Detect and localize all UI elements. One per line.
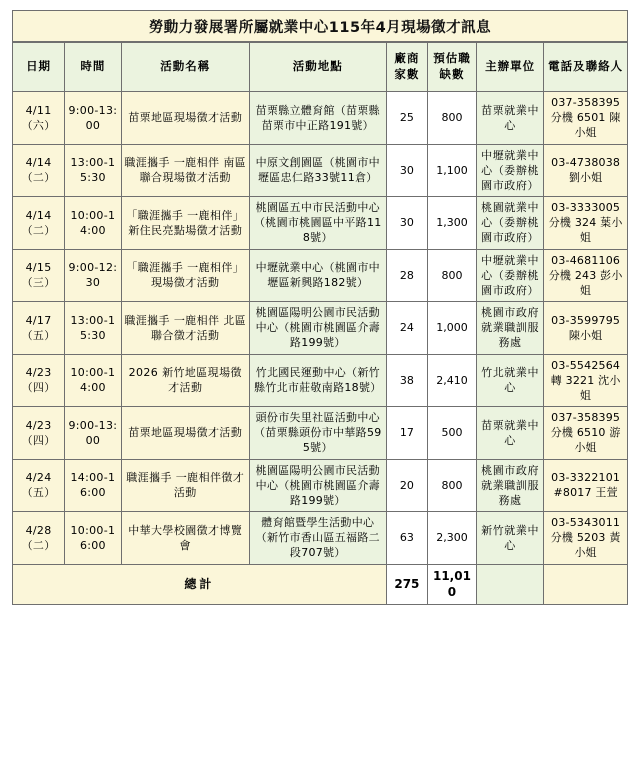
- cell-organizer: 中壢就業中心（委辦桃園市政府）: [476, 249, 543, 302]
- column-header-date: 日期: [13, 43, 65, 92]
- total-contact-blank: [544, 564, 628, 604]
- table-row: [13, 249, 628, 302]
- cell-contact: 03-3322101 #8017 王萱: [544, 459, 628, 512]
- cell-time: 13:00-15:30: [65, 302, 122, 355]
- cell-time: 13:00-15:30: [65, 144, 122, 197]
- cell-firm-count: 17: [386, 407, 427, 460]
- cell-date: 4/23（四）: [13, 407, 65, 460]
- cell-activity-name: 「職涯攜手 一鹿相伴」新住民亮點場徵才活動: [121, 197, 249, 250]
- recruitment-events-table: [12, 42, 628, 605]
- column-header-location: 活動地點: [249, 43, 386, 92]
- cell-job-count: 1,100: [428, 144, 477, 197]
- cell-organizer: 桃園就業中心（委辦桃園市政府）: [476, 197, 543, 250]
- cell-date: 4/14（二）: [13, 197, 65, 250]
- cell-firm-count: 25: [386, 92, 427, 145]
- cell-firm-count: 28: [386, 249, 427, 302]
- cell-date: 4/24（五）: [13, 459, 65, 512]
- cell-time: 9:00-12:30: [65, 249, 122, 302]
- cell-contact: 03-5343011 分機 5203 黃小姐: [544, 512, 628, 565]
- column-header-time: 時間: [65, 43, 122, 92]
- cell-time: 10:00-16:00: [65, 512, 122, 565]
- cell-firm-count: 20: [386, 459, 427, 512]
- cell-job-count: 1,000: [428, 302, 477, 355]
- cell-location: 中原文創園區（桃園市中壢區忠仁路33號11倉）: [249, 144, 386, 197]
- cell-contact: 037-358395 分機 6510 游小姐: [544, 407, 628, 460]
- cell-firm-count: 24: [386, 302, 427, 355]
- cell-location: 竹北國民運動中心（新竹縣竹北市莊敬南路18號）: [249, 354, 386, 407]
- cell-organizer: 苗栗就業中心: [476, 407, 543, 460]
- column-header-organizer: 主辦單位: [476, 43, 543, 92]
- cell-activity-name: 2026 新竹地區現場徵才活動: [121, 354, 249, 407]
- cell-job-count: 800: [428, 92, 477, 145]
- cell-activity-name: 苗栗地區現場徵才活動: [121, 92, 249, 145]
- cell-job-count: 500: [428, 407, 477, 460]
- cell-firm-count: 38: [386, 354, 427, 407]
- cell-location: 中壢就業中心（桃園市中壢區新興路182號）: [249, 249, 386, 302]
- table-body: [13, 92, 628, 605]
- page-title: 勞動力發展署所屬就業中心115年4月現場徵才訊息: [148, 19, 492, 36]
- cell-contact: 03-3333005 分機 324 葉小姐: [544, 197, 628, 250]
- cell-activity-name: 職涯攜手 一鹿相伴 南區聯合現場徵才活動: [121, 144, 249, 197]
- cell-organizer: 苗栗就業中心: [476, 92, 543, 145]
- cell-location: 頭份市失里社區活動中心（苗栗縣頭份市中華路595號）: [249, 407, 386, 460]
- cell-location: 桃園區陽明公園市民活動中心（桃園市桃園區介壽路199號）: [249, 459, 386, 512]
- cell-contact: 03-4738038 劉小姐: [544, 144, 628, 197]
- cell-time: 14:00-16:00: [65, 459, 122, 512]
- table-row: [13, 459, 628, 512]
- column-header-contact: 電話及聯絡人: [544, 43, 628, 92]
- cell-time: 10:00-14:00: [65, 354, 122, 407]
- table-row: [13, 407, 628, 460]
- cell-time: 9:00-13:00: [65, 92, 122, 145]
- cell-firm-count: 63: [386, 512, 427, 565]
- cell-location: 苗栗縣立體育館（苗栗縣苗栗市中正路191號）: [249, 92, 386, 145]
- cell-firm-count: 30: [386, 144, 427, 197]
- table-row: [13, 302, 628, 355]
- total-label: 總計: [13, 564, 387, 604]
- cell-job-count: 2,410: [428, 354, 477, 407]
- column-header-firm-count: 廠商家數: [386, 43, 427, 92]
- cell-date: 4/28（二）: [13, 512, 65, 565]
- table-row: [13, 512, 628, 565]
- cell-contact: 037-358395 分機 6501 陳小姐: [544, 92, 628, 145]
- cell-time: 10:00-14:00: [65, 197, 122, 250]
- cell-location: 桃園區陽明公園市民活動中心（桃園市桃園區介壽路199號）: [249, 302, 386, 355]
- cell-activity-name: 苗栗地區現場徵才活動: [121, 407, 249, 460]
- cell-contact: 03-4681106 分機 243 彭小姐: [544, 249, 628, 302]
- cell-contact: 03-3599795 陳小姐: [544, 302, 628, 355]
- cell-date: 4/23（四）: [13, 354, 65, 407]
- cell-organizer: 竹北就業中心: [476, 354, 543, 407]
- column-header-activity-name: 活動名稱: [121, 43, 249, 92]
- cell-date: 4/17（五）: [13, 302, 65, 355]
- table-total-row: [13, 564, 628, 604]
- cell-contact: 03-5542564 轉 3221 沈小姐: [544, 354, 628, 407]
- cell-activity-name: 職涯攜手 一鹿相伴 北區聯合徵才活動: [121, 302, 249, 355]
- table-header-row: [13, 43, 628, 92]
- column-header-job-count: 預估職缺數: [428, 43, 477, 92]
- cell-activity-name: 「職涯攜手 一鹿相伴」現場徵才活動: [121, 249, 249, 302]
- cell-location: 桃園區五中市民活動中心（桃園市桃園區中平路118號）: [249, 197, 386, 250]
- cell-firm-count: 30: [386, 197, 427, 250]
- cell-organizer: 中壢就業中心（委辦桃園市政府）: [476, 144, 543, 197]
- cell-organizer: 桃園市政府就業職訓服務處: [476, 302, 543, 355]
- total-firm-count: 275: [386, 564, 427, 604]
- cell-date: 4/14（二）: [13, 144, 65, 197]
- cell-job-count: 1,300: [428, 197, 477, 250]
- table-row: [13, 144, 628, 197]
- table-row: [13, 354, 628, 407]
- cell-time: 9:00-13:00: [65, 407, 122, 460]
- total-job-count: 11,010: [428, 564, 477, 604]
- cell-location: 體育館暨學生活動中心（新竹市香山區五福路二段707號）: [249, 512, 386, 565]
- table-row: [13, 197, 628, 250]
- cell-activity-name: 中華大學校園徵才博覽會: [121, 512, 249, 565]
- cell-job-count: 800: [428, 459, 477, 512]
- cell-date: 4/15（三）: [13, 249, 65, 302]
- table-row: [13, 92, 628, 145]
- total-organizer-blank: [476, 564, 543, 604]
- cell-job-count: 2,300: [428, 512, 477, 565]
- cell-organizer: 新竹就業中心: [476, 512, 543, 565]
- cell-activity-name: 職涯攜手 一鹿相伴徵才活動: [121, 459, 249, 512]
- cell-job-count: 800: [428, 249, 477, 302]
- cell-organizer: 桃園市政府就業職訓服務處: [476, 459, 543, 512]
- document-title-bar: [12, 10, 628, 42]
- cell-date: 4/11（六）: [13, 92, 65, 145]
